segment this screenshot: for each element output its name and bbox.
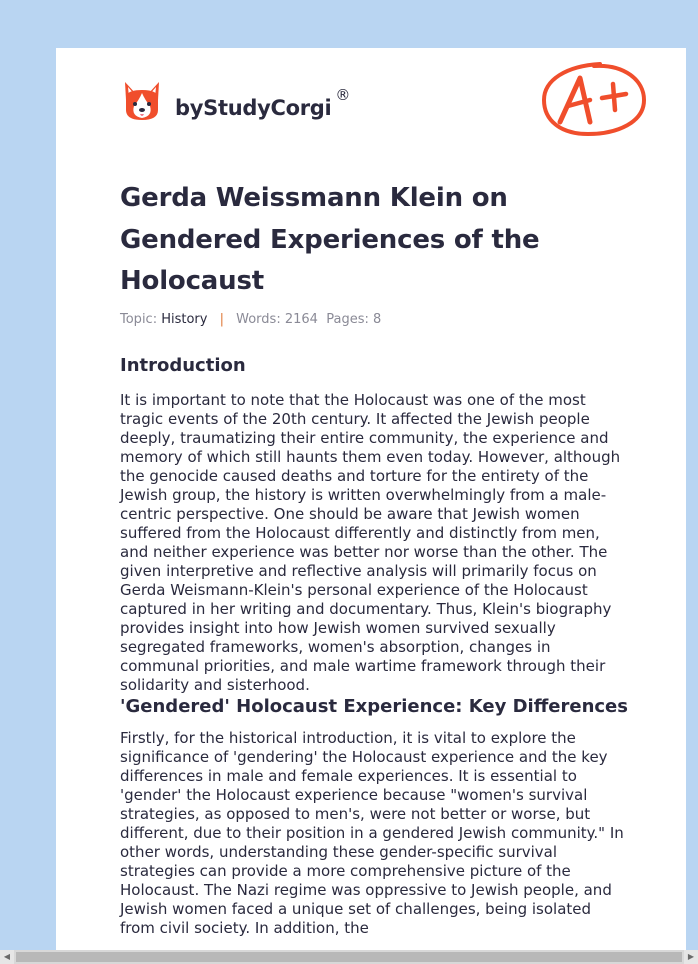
scroll-right-arrow-icon[interactable]: ▶	[684, 950, 698, 964]
corgi-logo-icon	[122, 80, 162, 124]
essay-meta	[120, 312, 381, 327]
horizontal-scrollbar[interactable]	[0, 950, 698, 964]
section-heading-gendered-experience: 'Gendered' Holocaust Experience: Key Differences	[120, 696, 628, 717]
registered-mark: ®	[335, 86, 351, 104]
scroll-thumb[interactable]	[16, 952, 682, 962]
brand-name: StudyCorgi	[203, 96, 332, 120]
pages-value: 8	[372, 312, 382, 327]
brand-prefix: by	[175, 96, 204, 120]
brand-wordmark	[175, 86, 351, 120]
meta-separator: |	[219, 312, 224, 327]
document-page	[56, 48, 686, 950]
section-paragraph-gendered-experience: Firstly, for the historical introduction, it is vital to explore the significance of 'gendering' the Holocaust experience and the key differences in male and female experiences. It is essential to 'gender' the Holocaust experience because "women's survival strategies, as opposed to men's, were not better or worse, but different, due to their position in a gendered Jewish community." In other words, understanding these gender-specific survival strategies can provide a more comprehensive picture of the Holocaust. The Nazi regime was oppressive to Jewish people, and Jewish women faced a unique set of challenges, being isolated from civil society. In addition, the	[120, 729, 624, 937]
words-label: Words:	[236, 312, 281, 327]
scroll-left-arrow-icon[interactable]: ◀	[0, 950, 14, 964]
studycorgi-logo[interactable]	[122, 76, 350, 128]
a-plus-grade-icon	[540, 60, 648, 140]
essay-title: Gerda Weissmann Klein on Gendered Experiences of the Holocaust	[120, 183, 540, 296]
topic-link[interactable]: History	[161, 312, 208, 327]
essay-body	[120, 354, 630, 938]
topic-label: Topic:	[120, 312, 158, 327]
section-paragraph-introduction: It is important to note that the Holocaust was one of the most tragic events of the 20th century. It affected the Jewish people deeply, traumatizing their entire community, the experience and memory of which still haunts them even today. However, although the genocide caused deaths and torture for the entirety of the Jewish group, the history is written overwhelmingly from a male-centric perspective. One should be aware that Jewish women suffered from the Holocaust differently and distinctly from men, and neither experience was better nor worse than the other. The given interpretive and reflective analysis will primarily focus on Gerda Weismann-Klein's personal experience of the Holocaust captured in her writing and documentary. Thus, Klein's biography provides insight into how Jewish women survived sexually segregated frameworks, women's absorption, changes in communal priorities, and male wartime framework through their solidarity and sisterhood.	[120, 391, 621, 694]
pages-label: Pages:	[326, 312, 369, 327]
section-heading-introduction: Introduction	[120, 355, 246, 376]
words-value: 2164	[284, 312, 318, 327]
